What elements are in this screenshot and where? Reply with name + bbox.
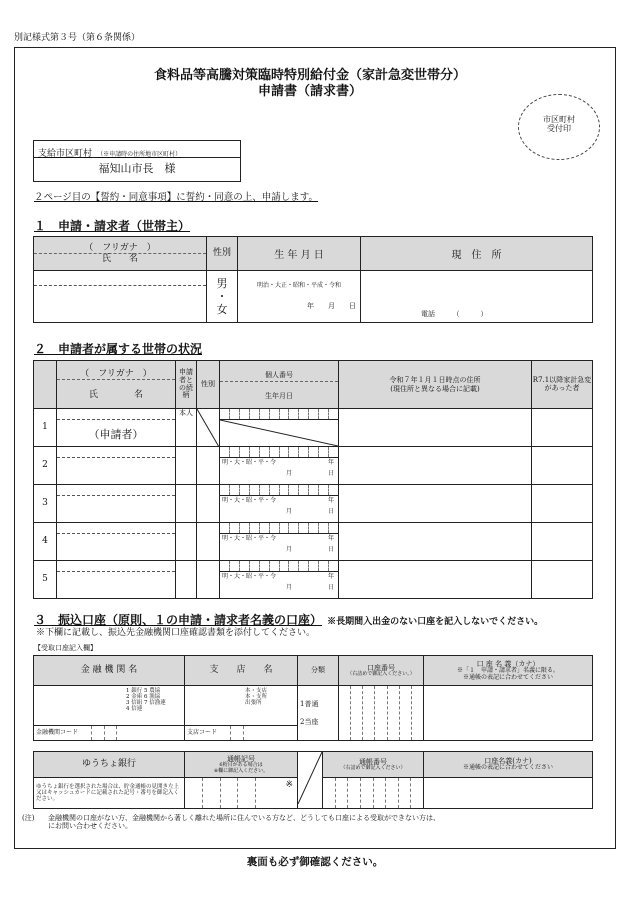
hh-sex-cell[interactable]: [197, 485, 220, 523]
section2-title: ２ 申請者が属する世帯の状況: [34, 342, 203, 356]
hh-address-cell[interactable]: [339, 409, 532, 447]
relation-cell[interactable]: [176, 447, 197, 485]
furigana-header: （ フリガナ ）: [34, 243, 206, 254]
dob-header: 生 年 月 日: [238, 237, 361, 271]
era-short: 明・大・昭・平・令: [222, 573, 277, 580]
hh-sex-cell[interactable]: [197, 561, 220, 599]
row-number-header: [34, 361, 57, 409]
holder-cell[interactable]: [424, 686, 593, 741]
passbook-number-label: 通帳番号: [359, 757, 387, 766]
r7-cell[interactable]: [532, 561, 593, 599]
table-row: [34, 447, 593, 485]
household-table: [33, 360, 593, 599]
dob-era-row: [220, 496, 338, 505]
municipality-value: 福知山市長 様: [98, 162, 176, 175]
sex-options[interactable]: 男 ・ 女: [207, 271, 238, 323]
category-header: 分類: [298, 656, 339, 686]
month-label: 月: [285, 507, 292, 515]
holder-header: [424, 656, 593, 686]
dob-era-row: [220, 572, 338, 581]
hh-furigana-field[interactable]: [57, 485, 175, 496]
municipality-label-row: [34, 141, 240, 158]
hh-address-cell[interactable]: [339, 523, 532, 561]
name-header-label: 氏 名: [101, 254, 138, 264]
mynumber-boxes[interactable]: [220, 485, 338, 496]
hh-furigana-field[interactable]: [57, 447, 175, 458]
pledge-text: ２ページ目の【誓約・同意事項】に誓約・同意の上、申請します。: [34, 192, 319, 203]
month-label: 月: [285, 583, 292, 591]
diagonal-line: [220, 420, 338, 446]
relation-cell[interactable]: [176, 561, 197, 599]
form-reference: 別記様式第３号（第６条関係）: [14, 33, 141, 43]
hh-name-cell[interactable]: [57, 447, 176, 485]
category-1[interactable]: 1普通: [300, 699, 319, 708]
table-row: [34, 523, 593, 561]
hh-address-cell[interactable]: [339, 561, 532, 599]
branch-code-boxes[interactable]: [219, 726, 255, 740]
mynumber-boxes[interactable]: [220, 561, 338, 572]
municipality-label: 支給市区町村: [38, 149, 93, 159]
yucho-holder-cell[interactable]: [424, 778, 593, 809]
passbook-symbol-cell[interactable]: [185, 778, 298, 809]
dob-md-row: [220, 467, 338, 478]
applicant-table: [33, 236, 593, 323]
account-no-note: （右詰めで御記入ください。）: [347, 670, 415, 677]
holder-note2: ※通帳の表記に合わせてください: [462, 673, 553, 681]
hh-sex-header: 性別: [197, 361, 220, 409]
holder-note1: ※「１ 申請・請求者」名義に限る。: [456, 666, 559, 674]
era-short: 明・大・昭・平・令: [222, 535, 277, 542]
passbook-number-header: [323, 752, 424, 778]
hh-furigana-field[interactable]: [57, 561, 175, 572]
day-label: 日: [327, 545, 334, 553]
hh-mynumber-cell[interactable]: [220, 561, 339, 599]
hh-sex-cell[interactable]: [197, 447, 220, 485]
passbook-number-boxes[interactable]: [323, 778, 423, 808]
applicant-label: （申請者）: [88, 428, 144, 441]
branch-types: 本・支店 本・支所 出張所: [245, 688, 268, 707]
mynumber-boxes[interactable]: [220, 523, 338, 534]
footnote-text: 金融機関の口座がない方、金融機関から著しく離れた場所に住んでいる方など、どうしても口座による受取ができない方は、 にお問い合わせください。: [48, 814, 440, 831]
category-2[interactable]: 2当座: [300, 718, 319, 726]
form-subtitle: 申請書（請求書）: [257, 84, 362, 99]
branch-name-header: 支 店 名: [185, 656, 298, 686]
applicant-address-cell[interactable]: [361, 271, 593, 323]
hh-address-head: 令和７年１月１日時点の住所: [389, 376, 481, 385]
branch-code-row[interactable]: [185, 725, 297, 740]
table-row: [34, 561, 593, 599]
passbook-symbol-note: 6桁目がある場合は ※欄に御記入ください。: [213, 762, 269, 774]
bank-code-boxes[interactable]: [80, 726, 128, 740]
ymd-label: 年 月 日: [307, 301, 356, 310]
passbook-number-note: （右詰めで御記入ください）: [340, 764, 406, 771]
diagonal-line: [298, 752, 322, 804]
row-number: 2: [34, 447, 57, 485]
r7-cell[interactable]: [532, 485, 593, 523]
bank-name-header: 金 融 機 関 名: [34, 656, 185, 686]
section1-title: １ 申請・請求者（世帯主）: [34, 219, 191, 233]
row-number: 4: [34, 523, 57, 561]
branch-code-label: 支店コード: [187, 729, 218, 736]
passbook-symbol-boxes[interactable]: [185, 778, 273, 808]
sex-header: 性別: [207, 237, 238, 271]
yucho-note: ゆうちょ銀行を選択された場合は、貯金通帳の見開き左上又はキャッシュカードに記載された記号・番号を御記入ください。: [34, 778, 185, 809]
hh-name-header: [57, 361, 176, 409]
mynumber-dob-header: [220, 361, 339, 409]
dob-md-row: [220, 581, 338, 592]
yucho-table: [33, 751, 593, 809]
day-label: 日: [327, 507, 334, 515]
branch-name-cell[interactable]: [185, 686, 298, 741]
address-header: 現 住 所: [361, 237, 593, 271]
footer-note: 裏面も必ず御確認ください。: [246, 856, 384, 868]
section3-heading: [34, 609, 543, 628]
dob-md-row: [220, 505, 338, 516]
asterisk-mark: ※: [285, 780, 293, 790]
passbook-number-cell[interactable]: [323, 778, 424, 809]
dob-era-row: [220, 458, 338, 467]
r7-cell[interactable]: [532, 523, 593, 561]
mynumber-header: 個人番号: [220, 369, 338, 382]
hh-name-cell[interactable]: [57, 561, 176, 599]
hh-address-cell[interactable]: [339, 447, 532, 485]
hh-mynumber-cell[interactable]: [220, 447, 339, 485]
dob-era-row: [220, 534, 338, 543]
hh-mynumber-cell[interactable]: [220, 485, 339, 523]
relation-cell[interactable]: [176, 485, 197, 523]
hh-furigana-field[interactable]: [57, 409, 175, 420]
day-label: 日: [327, 469, 334, 477]
row-number: 1: [34, 409, 57, 447]
hh-mynumber-cell[interactable]: [220, 409, 339, 447]
account-no-boxes[interactable]: [339, 686, 423, 740]
passbook-symbol-header: [185, 752, 298, 778]
bank-types: 1 銀行 5 農協 2 金庫 6 漁協 3 信組 7 信漁連 4 信連: [126, 688, 166, 713]
month-label: 月: [285, 469, 292, 477]
self-label: 本人: [176, 409, 197, 447]
phone-label: 電話 （ ）: [421, 309, 488, 318]
r7-cell[interactable]: [532, 447, 593, 485]
section3-instruction: ※下欄に記載し、振込先金融機関口座確認書類を添付してください。: [36, 628, 316, 638]
municipality-note: （※申請時の住所地市区町村）: [97, 151, 182, 158]
stamp-line1: 市区町村: [543, 115, 575, 124]
account-no-label: 口座番号: [367, 663, 395, 672]
footnote-label: (注): [22, 814, 35, 822]
relation-header: 申請者との続柄: [176, 361, 197, 409]
day-label: 日: [327, 583, 334, 591]
row-number: 3: [34, 485, 57, 523]
mynumber-boxes[interactable]: [220, 409, 338, 420]
dob-md-row: [220, 543, 338, 554]
hh-dob-header: 生年月日: [265, 392, 293, 400]
hh-sex-cell: [197, 409, 220, 447]
category-cell[interactable]: [298, 686, 339, 741]
diagonal-line: [197, 409, 219, 447]
bank-code-row[interactable]: [34, 725, 184, 740]
hh-mynumber-cell[interactable]: [220, 523, 339, 561]
yucho-holder-header: [424, 752, 593, 778]
hh-address-cell[interactable]: [339, 485, 532, 523]
section3-subtitle: 【受取口座記入欄】: [34, 644, 97, 652]
year-label: 年: [327, 497, 334, 504]
month-label: 月: [285, 545, 292, 553]
municipality-box: [33, 140, 241, 182]
hh-address-header: [339, 361, 532, 409]
hh-address-sub: (現住所と異なる場合に記載): [390, 384, 480, 393]
bank-code-label: 金融機関コード: [36, 729, 79, 736]
era-short: 明・大・昭・平・令: [222, 497, 277, 504]
relation-cell[interactable]: [176, 523, 197, 561]
applicant-name-cell[interactable]: [34, 271, 207, 323]
year-label: 年: [327, 535, 334, 542]
yucho-header: ゆうちょ銀行: [34, 752, 185, 778]
account-no-header: [339, 656, 424, 686]
hh-furigana-header: （ フリガナ ）: [57, 369, 175, 380]
hh-name-cell[interactable]: [57, 485, 176, 523]
account-no-cell[interactable]: [339, 686, 424, 741]
era-short: 明・大・昭・平・令: [222, 459, 277, 466]
row-number: 5: [34, 561, 57, 599]
yucho-holder-label: 口座名義(カナ): [484, 757, 532, 766]
bank-table: [33, 655, 593, 741]
applicant-dob-cell[interactable]: [238, 271, 361, 323]
mynumber-boxes[interactable]: [220, 447, 338, 458]
hh-furigana-field[interactable]: [57, 523, 175, 534]
table-row: [34, 409, 593, 447]
yucho-holder-note: ※通帳の表記に合わせてください: [462, 764, 553, 772]
bank-name-cell[interactable]: [34, 686, 185, 741]
r7-cell[interactable]: [532, 409, 593, 447]
hh-sex-cell[interactable]: [197, 523, 220, 561]
section3-title: ３ 振込口座（原則、１の申請・請求者名義の口座）: [34, 613, 323, 627]
applicant-furigana-field[interactable]: [34, 271, 206, 286]
passbook-symbol-label: 通帳記号: [227, 754, 255, 763]
era-options: 明治・大正・昭和・平成・令和: [256, 282, 341, 290]
r7-header: R7.1以降家計急変があった者: [532, 361, 593, 409]
hh-name-cell[interactable]: [57, 523, 176, 561]
holder-label: 口 座 名 義（カナ）: [476, 659, 540, 668]
name-header: [34, 237, 207, 271]
table-row: [34, 485, 593, 523]
year-label: 年: [327, 459, 334, 466]
year-label: 年: [327, 573, 334, 580]
hh-name-header-label: 氏 名: [88, 390, 143, 400]
reception-stamp-area: [518, 94, 600, 160]
stamp-line2: 受付印: [547, 124, 571, 134]
form-title: 食料品等高騰対策臨時特別給付金（家計急変世帯分）: [153, 68, 466, 83]
yucho-divider: [298, 752, 323, 809]
hh-name-cell[interactable]: [57, 409, 176, 447]
section3-title-note: ※長期間入出金のない口座を記入しないでください。: [327, 617, 544, 627]
